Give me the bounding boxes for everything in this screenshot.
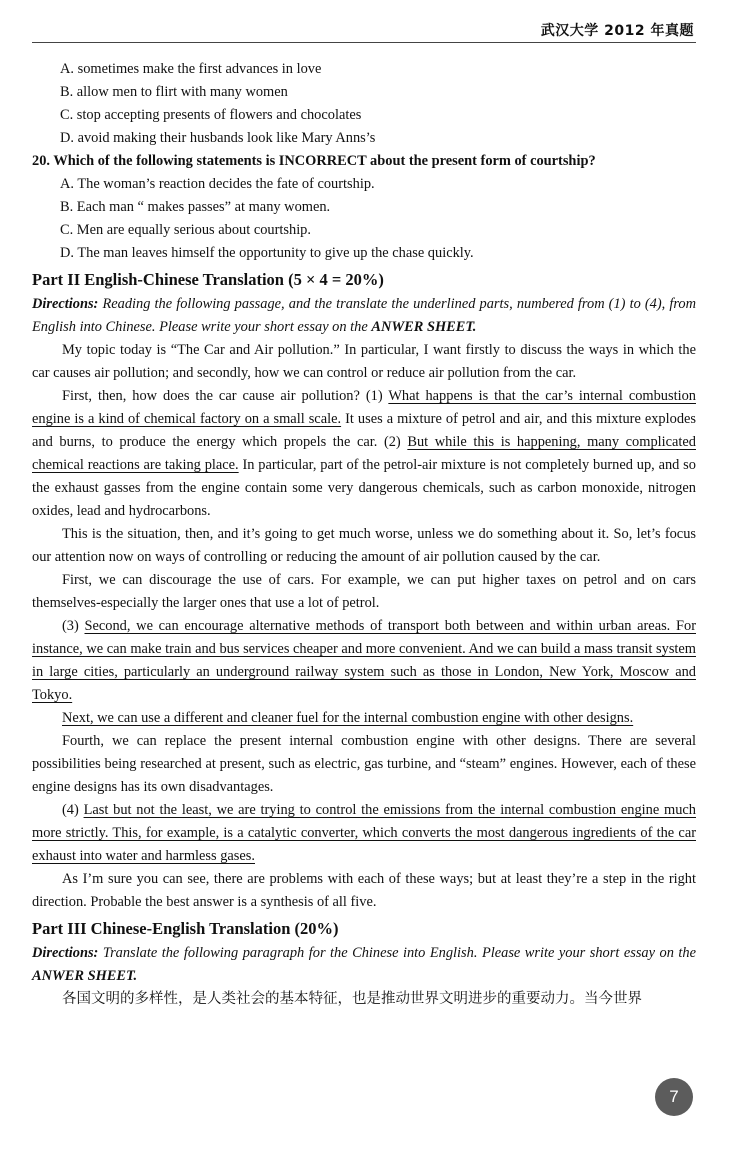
underlined-sentence-2: But while this is happening, many complicated chemical reactions are taking place. <box>32 434 696 473</box>
part3-directions-label: Directions: <box>32 945 99 961</box>
passage-paragraph-8 <box>32 799 696 868</box>
q20-option-b: B. Each man “ makes passes” at many women. <box>60 199 331 215</box>
p2-text-b: It uses a mixture of petrol and air, and this mixture explodes and burns, to produce the energy which propels the car. (2) <box>32 411 696 450</box>
underlined-next-sentence: Next, we can use a different and cleaner fuel for the internal combustion engine with other designs. <box>62 710 634 726</box>
passage-paragraph-4: First, we can discourage the use of cars. For example, we can put higher taxes on petrol and on cars themselves-especially the larger ones that use a lot of petrol. <box>32 572 696 611</box>
q20-stem: 20. Which of the following statements is INCORRECT about the present form of courtship? <box>32 153 596 169</box>
p5-number: (3) <box>62 618 85 634</box>
p2-text-a: First, then, how does the car cause air pollution? (1) <box>62 388 389 404</box>
chinese-source-paragraph: 各国文明的多样性，是人类社会的基本特征，也是推动世界文明进步的重要动力。当今世界 <box>62 991 642 1007</box>
page-number-badge: 7 <box>655 1078 693 1116</box>
p8-number: (4) <box>62 802 84 818</box>
passage-paragraph-3: This is the situation, then, and it’s going to get much worse, unless we do something about it. So, let’s focus our attention now on ways of controlling or reducing the amount of air pollution caused by the car. <box>32 526 696 565</box>
q19-option-d: D. avoid making their husbands look like Mary Anns’s <box>60 130 376 146</box>
part3-heading: Part III Chinese-English Translation (20%) <box>32 919 339 938</box>
part3-answer-sheet: ANWER SHEET. <box>32 968 138 984</box>
part3-directions <box>32 942 696 988</box>
q19-option-b: B. allow men to flirt with many women <box>60 84 288 100</box>
part2-directions <box>32 293 696 339</box>
part2-heading: Part II English-Chinese Translation (5 × 4 = 20%) <box>32 270 384 289</box>
passage-paragraph-9: As I’m sure you can see, there are problems with each of these ways; but at least they’re a step in the right direction. Probable the best answer is a synthesis of all five. <box>32 871 696 910</box>
passage-paragraph-5 <box>32 615 696 707</box>
q19-option-a: A. sometimes make the first advances in love <box>60 61 322 77</box>
part2-directions-label: Directions: <box>32 296 99 312</box>
page-content <box>32 58 696 1011</box>
part3-directions-text: Translate the following paragraph for the Chinese into English. Please write your short essay on the <box>98 945 696 961</box>
passage-paragraph-2 <box>32 385 696 523</box>
q19-option-c: C. stop accepting presents of flowers and chocolates <box>60 107 362 123</box>
underlined-sentence-1: What happens is that the car’s internal combustion engine is a kind of chemical factory on a small scale. <box>32 388 696 427</box>
underlined-sentence-4: Last but not the least, we are trying to control the emissions from the internal combustion engine much more strictly. This, for example, is a catalytic converter, which converts the most dangerous ingredients of the car exhaust into water and harmless gases. <box>32 802 696 864</box>
passage-paragraph-6 <box>32 707 696 730</box>
q20-option-a: A. The woman’s reaction decides the fate of courtship. <box>60 176 375 192</box>
part2-answer-sheet: ANWER SHEET. <box>371 319 477 335</box>
part2-directions-text: Reading the following passage, and the translate the underlined parts, numbered from (1) to (4), from English into Chinese. Please write your short essay on the <box>32 296 696 335</box>
p2-text-c: In particular, part of the petrol-air mixture is not completely burned up, and so the exhaust gasses from the engine contain some very dangerous chemicals, such as carbon monoxide, nitrogen oxides, lead and hydrocarbons. <box>32 457 696 519</box>
underlined-sentence-3: Second, we can encourage alternative methods of transport both between and within urban areas. For instance, we can make train and bus services cheaper and more convenient. And we can build a mass transit system in large cities, particularly an underground railway system such as those in London, New York, Moscow and Tokyo. <box>32 618 696 703</box>
passage-paragraph-1: My topic today is “The Car and Air pollution.” In particular, I want firstly to discuss the ways in which the car causes air pollution; and secondly, how we can control or reduce air pollution from the car. <box>32 342 696 381</box>
q20-option-c: C. Men are equally serious about courtship. <box>60 222 311 238</box>
page-header-title: 武汉大学 2012 年真题 <box>540 23 694 39</box>
q20-option-d: D. The man leaves himself the opportunity to give up the chase quickly. <box>60 245 474 261</box>
passage-paragraph-7: Fourth, we can replace the present internal combustion engine with other designs. There are several possibilities being researched at present, such as electric, gas turbine, and “steam” engines. However, each of these engine designs has its own disadvantages. <box>32 733 696 795</box>
header-divider <box>32 42 696 43</box>
